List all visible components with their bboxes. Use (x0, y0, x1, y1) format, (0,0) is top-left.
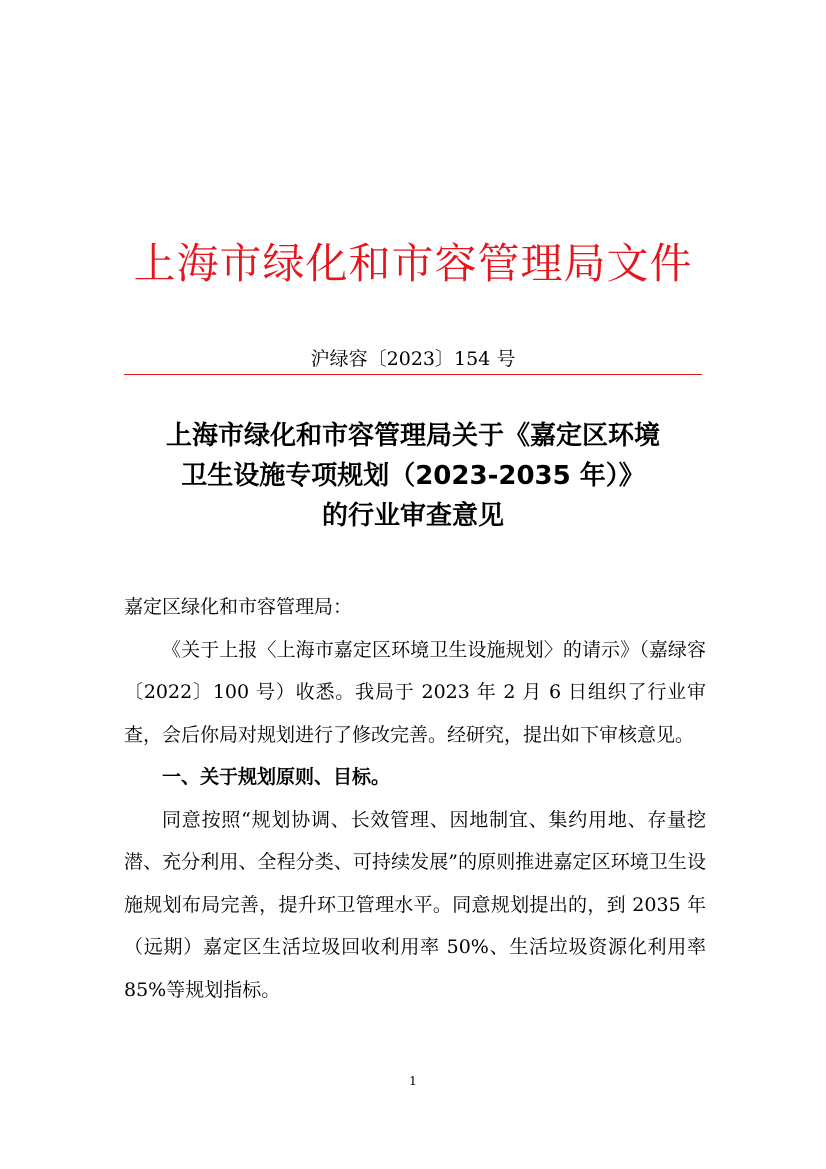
title-line-1: 上海市绿化和市容管理局关于《嘉定区环境 (165, 421, 660, 451)
document-body (124, 586, 706, 1011)
red-divider-line (124, 374, 702, 375)
document-title (100, 416, 726, 536)
addressee: 嘉定区绿化和市容管理局： (124, 596, 353, 618)
page-number: 1 (409, 1074, 417, 1088)
title-line-2: 卫生设施专项规划（2023-2035 年）》 (181, 461, 645, 491)
title-line-3: 的行业审查意见 (321, 501, 504, 531)
document-number: 沪绿容〔2023〕154 号 (310, 348, 516, 370)
paragraph-intro: 《关于上报〈上海市嘉定区环境卫生设施规划〉的请示》（嘉绿容〔2022〕100 号）收悉。我局于 2023 年 2 月 6 日组织了行业审查，会后你局对规划进行了修改完善。经研究，提出如下审核意见。 (124, 638, 706, 746)
document-masthead: 上海市绿化和市容管理局文件 (133, 239, 693, 288)
paragraph-principles: 同意按照“规划协调、长效管理、因地制宜、集约用地、存量挖潜、充分利用、全程分类、可持续发展”的原则推进嘉定区环境卫生设施规划布局完善，提升环卫管理水平。同意规划提出的，到 2035 年（远期）嘉定区生活垃圾回收利用率 50%、生活垃圾资源化利用率 85%等规划指标。 (124, 808, 706, 1001)
section-heading-1: 一、关于规划原则、目标。 (162, 766, 391, 788)
